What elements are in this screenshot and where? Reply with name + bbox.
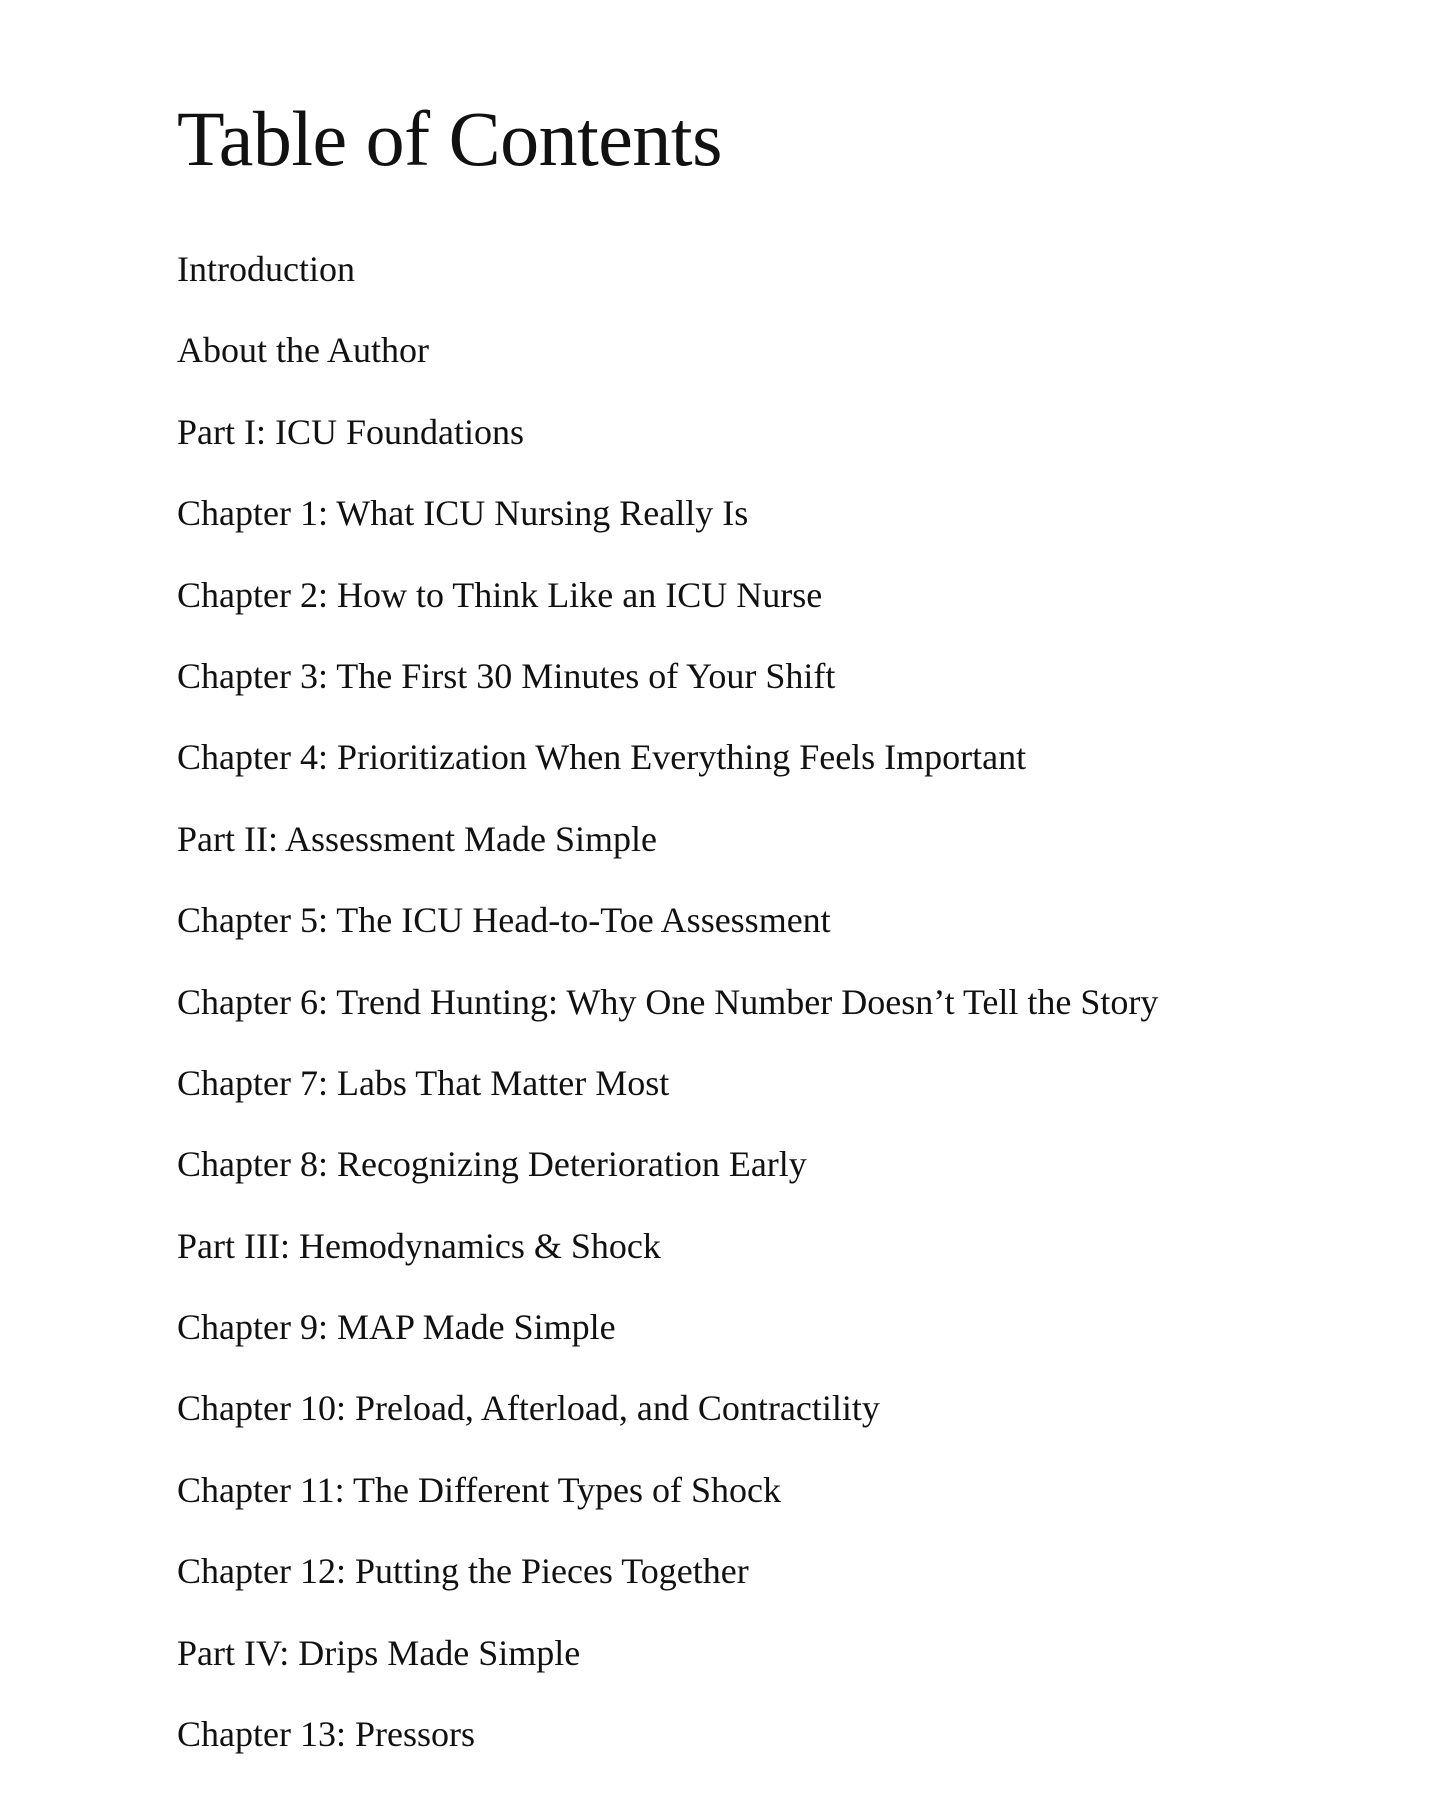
toc-list — [177, 248, 1158, 1794]
toc-chapter-6: Chapter 6: Trend Hunting: Why One Number Doesn’t Tell the Story — [177, 981, 1159, 1022]
toc-part-1: Part I: ICU Foundations — [177, 411, 524, 452]
toc-chapter-13: Chapter 13: Pressors — [177, 1714, 475, 1755]
toc-chapter-8: Chapter 8: Recognizing Deterioration Early — [177, 1144, 807, 1185]
toc-chapter-2: Chapter 2: How to Think Like an ICU Nurse — [177, 574, 823, 615]
toc-part-2: Part II: Assessment Made Simple — [177, 818, 657, 859]
toc-entry-introduction: Introduction — [177, 249, 355, 289]
toc-entry-about-the-author: About the Author — [177, 330, 429, 371]
toc-chapter-11: Chapter 11: The Different Types of Shock — [177, 1469, 782, 1510]
toc-chapter-12: Chapter 12: Putting the Pieces Together — [177, 1551, 749, 1592]
toc-chapter-3: Chapter 3: The First 30 Minutes of Your Shift — [177, 655, 836, 696]
toc-chapter-10: Chapter 10: Preload, Afterload, and Contractility — [177, 1388, 880, 1429]
toc-chapter-9: Chapter 9: MAP Made Simple — [177, 1307, 616, 1348]
toc-part-3: Part III: Hemodynamics & Shock — [177, 1225, 661, 1266]
page-title: Table of Contents — [177, 95, 722, 182]
toc-chapter-5: Chapter 5: The ICU Head-to-Toe Assessment — [177, 900, 831, 941]
toc-part-4: Part IV: Drips Made Simple — [177, 1632, 581, 1673]
toc-chapter-1: Chapter 1: What ICU Nursing Really Is — [177, 493, 749, 534]
toc-chapter-7: Chapter 7: Labs That Matter Most — [177, 1062, 670, 1103]
toc-chapter-4: Chapter 4: Prioritization When Everything Feels Important — [177, 737, 1027, 778]
